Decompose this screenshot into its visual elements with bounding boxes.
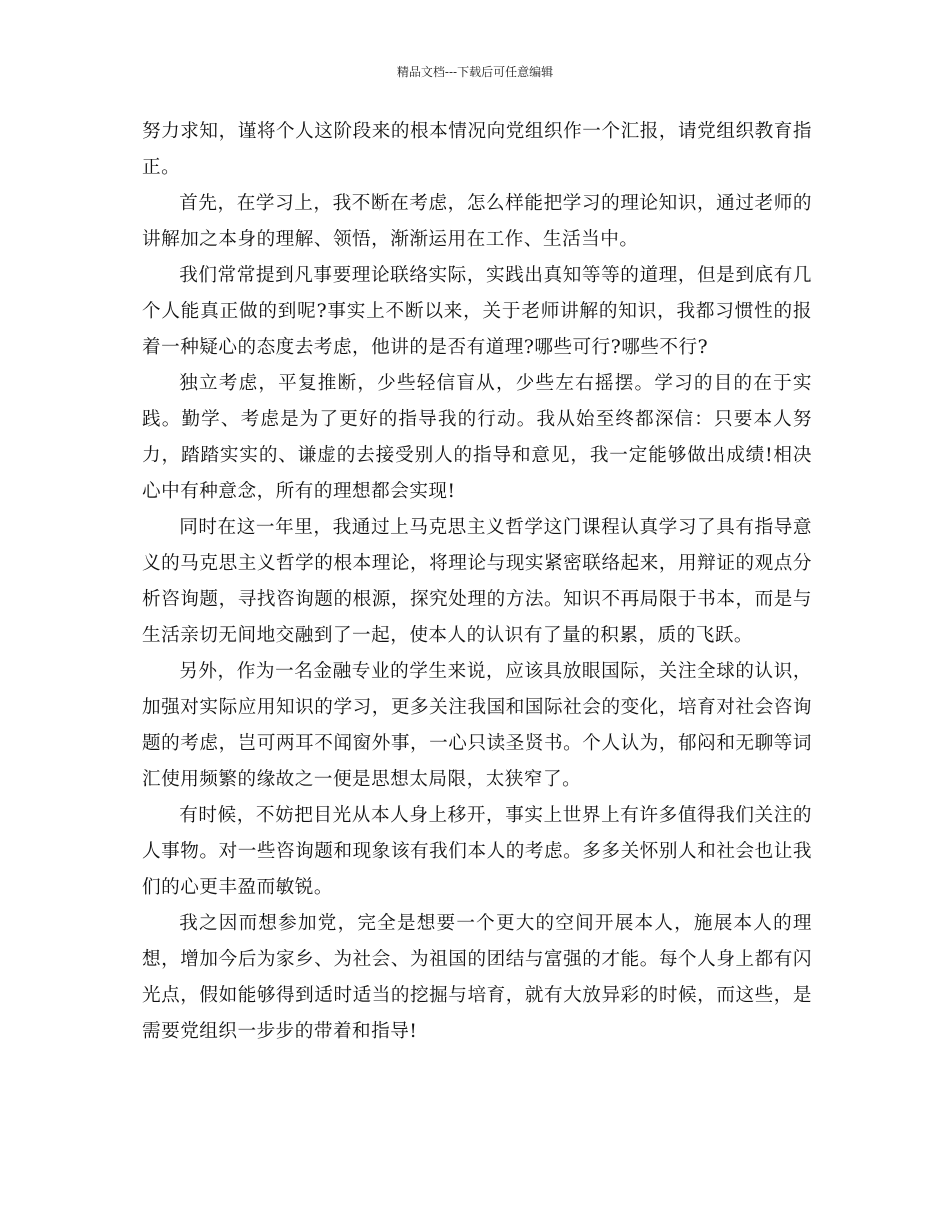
body-paragraph: 首先，在学习上，我不断在考虑，怎么样能把学习的理论知识，通过老师的讲解加之本身的理解、领悟，渐渐运用在工作、生活当中。 (142, 193, 812, 250)
body-paragraph: 独立考虑，平复推断，少些轻信盲从，少些左右摇摆。学习的目的在于实践。勤学、考虑是为了更好的指导我的行动。我从始至终都深信：只要本人努力，踏踏实实的、谦虚的去接受别人的指导和意见，我一定能够做出成绩!相决心中有种意念，所有的理想都会实现! (142, 373, 812, 502)
body-paragraph: 我之因而想参加党，完全是想要一个更大的空间开展本人，施展本人的理想，增加今后为家乡、为社会、为祖国的团结与富强的才能。每个人身上都有闪光点，假如能够得到适时适当的挖掘与培育，就有大放异彩的时候，而这些，是需要党组织一步步的带着和指导! (142, 913, 812, 1042)
body-paragraph: 有时候，不妨把目光从本人身上移开，事实上世界上有许多值得我们关注的人事物。对一些咨询题和现象该有我们本人的考虑。多多关怀别人和社会也让我们的心更丰盈而敏锐。 (142, 805, 812, 898)
body-paragraph: 我们常常提到凡事要理论联络实际，实践出真知等等的道理，但是到底有几个人能真正做的到呢?事实上不断以来，关于老师讲解的知识，我都习惯性的报着一种疑心的态度去考虑，他讲的是否有道理?哪些可行?哪些不行? (142, 265, 812, 358)
document-body (142, 114, 812, 1050)
body-paragraph: 另外，作为一名金融专业的学生来说，应该具放眼国际，关注全球的认识，加强对实际应用知识的学习，更多关注我国和国际社会的变化，培育对社会咨询题的考虑，岂可两耳不闻窗外事，一心只读圣贤书。个人认为，郁闷和无聊等词汇使用频繁的缘故之一便是思想太局限，太狭窄了。 (142, 661, 812, 790)
body-paragraph: 努力求知，谨将个人这阶段来的根本情况向党组织作一个汇报，请党组织教育指正。 (142, 121, 812, 178)
page-header: 精品文档---下载后可任意编辑 (396, 65, 554, 79)
body-paragraph: 同时在这一年里，我通过上马克思主义哲学这门课程认真学习了具有指导意义的马克思主义哲学的根本理论，将理论与现实紧密联络起来，用辩证的观点分析咨询题，寻找咨询题的根源，探究处理的方法。知识不再局限于书本，而是与生活亲切无间地交融到了一起，使本人的认识有了量的积累，质的飞跃。 (142, 517, 812, 646)
